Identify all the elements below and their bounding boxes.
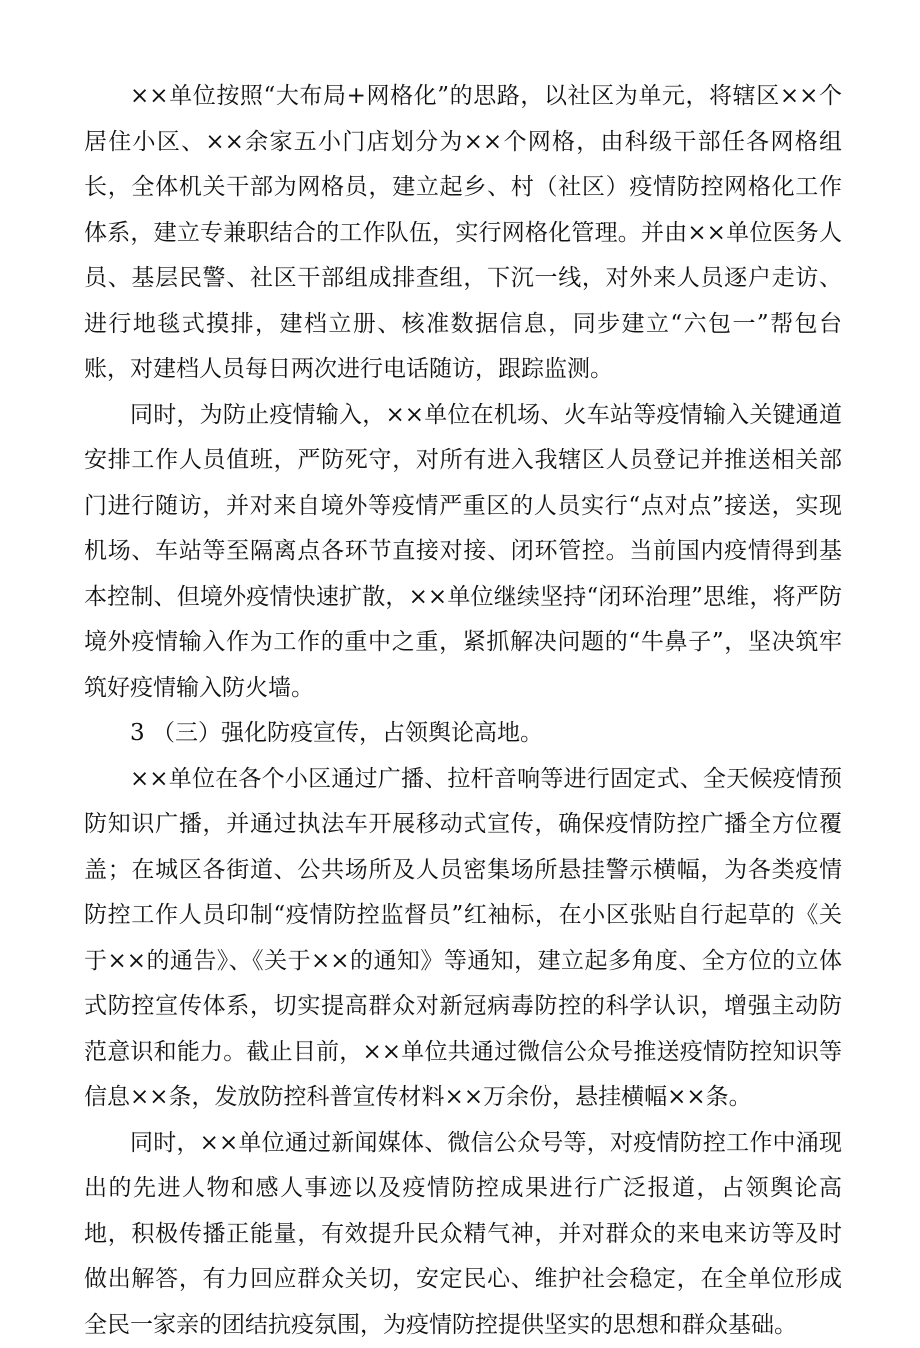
paragraph-grid-management: ××单位按照“大布局+网格化”的思路，以社区为单元，将辖区××个居住小区、××余家五小门店划分为××个网格，由科级干部任各网格组长，全体机关干部为网格员，建立起乡、村（社区）疫情防控网格化工作体系，建立专兼职结合的工作队伍，实行网格化管理。并由××单位医务人员、基层民警、社区干部组成排查组，下沉一线，对外来人员逐户走访、进行地毯式摸排，建档立册、核准数据信息，同步建立“六包一”帮包台账，对建档人员每日两次进行电话随访，跟踪监测。 [84, 74, 842, 393]
document-body [84, 74, 842, 1348]
section-heading-propaganda: 3 （三）强化防疫宣传，占领舆论高地。 [84, 711, 842, 757]
paragraph-publicity-system: ××单位在各个小区通过广播、拉杆音响等进行固定式、全天候疫情预防知识广播，并通过执法车开展移动式宣传，确保疫情防控广播全方位覆盖；在城区各街道、公共场所及人员密集场所悬挂警示横幅，为各类疫情防控工作人员印制“疫情防控监督员”红袖标，在小区张贴自行起草的《关于××的通告》、《关于××的通知》等通知，建立起多角度、全方位的立体式防控宣传体系，切实提高群众对新冠病毒防控的科学认识，增强主动防范意识和能力。截止目前，××单位共通过微信公众号推送疫情防控知识等信息××条，发放防控科普宣传材料××万余份，悬挂横幅××条。 [84, 757, 842, 1121]
paragraph-closed-loop-control: 同时，为防止疫情输入，××单位在机场、火车站等疫情输入关键通道安排工作人员值班，严防死守，对所有进入我辖区人员登记并推送相关部门进行随访，并对来自境外等疫情严重区的人员实行“点对点”接送，实现机场、车站等至隔离点各环节直接对接、闭环管控。当前国内疫情得到基本控制、但境外疫情快速扩散，××单位继续坚持“闭环治理”思维，将严防境外疫情输入作为工作的重中之重，紧抓解决问题的“牛鼻子”，坚决筑牢筑好疫情输入防火墙。 [84, 393, 842, 712]
paragraph-media-reporting: 同时，××单位通过新闻媒体、微信公众号等，对疫情防控工作中涌现出的先进人物和感人事迹以及疫情防控成果进行广泛报道，占领舆论高地，积极传播正能量，有效提升民众精气神，并对群众的来电来访等及时做出解答，有力回应群众关切，安定民心、维护社会稳定，在全单位形成全民一家亲的团结抗疫氛围，为疫情防控提供坚实的思想和群众基础。 [84, 1121, 842, 1348]
